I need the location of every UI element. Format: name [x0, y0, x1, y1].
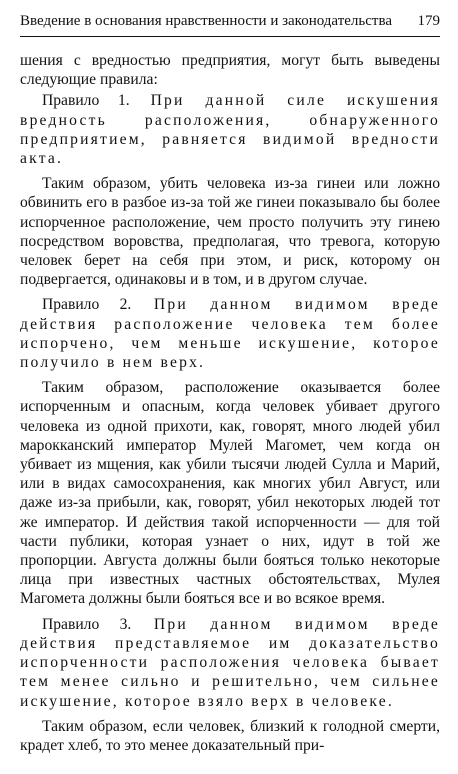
paragraph-example-1: Таким образом, убить человека из-за гинеи или ложно обвинить его в разбое из-за той же гинеи показывало бы более испорченное расположение, чем просто получить эту гинею посредством воровства, предполагая, что тревога, которую человек берет на себя при этом, и риск, которому он подвергается, одинаковы и в том, и в другом случае. — [20, 175, 440, 289]
rule-1-text: При данной силе искушения вредность расположения, обнаруженного предприятием, равняется видимой вредности акта. — [20, 92, 440, 168]
paragraph-example-2: Таким образом, расположение оказывается более испорченным и опасным, когда человек убивает другого человека из одной прихоти, как, говорят, много людей убил марокканский император Мулей Магомет, чем когда он убивает из мщения, как убили тысячи людей Сулла и Марий, или в видах самосохранения, как многих убил Август, или даже из-за прибыли, как, говорят, убил некоторых людей тот же император. И действия такой испорченности — для той части публики, которая узнает о них, идут в той же пропорции. Августа должны были бояться только некоторые лица при известных частных обстоятельствах, Мулея Магомета должны были бояться все и во всякое время. — [20, 379, 440, 608]
rule-1-label: Правило 1. — [42, 92, 130, 110]
running-head-title: Введение в основания нравственности и законодательства — [20, 13, 392, 29]
paragraph-example-3: Таким образом, если человек, близкий к голодной смерти, крадет хлеб, то это менее доказательный при- — [20, 717, 440, 754]
rule-2-text: При данном видимом вреде действия расположение человека тем более испорчено, чем меньше искушение, которое получило в нем верх. — [20, 296, 440, 372]
rule-2 — [20, 295, 440, 372]
rule-2-label: Правило 2. — [42, 296, 132, 314]
running-head — [20, 12, 440, 37]
body-text — [20, 51, 440, 755]
rule-1 — [20, 91, 440, 168]
rule-3-label: Правило 3. — [42, 615, 132, 633]
paragraph-continuation: шения с вредностью предприятия, могут быть выведены следующие правила: — [20, 52, 440, 89]
rule-3 — [20, 615, 440, 711]
rule-3-text: При данном видимом вреде действия представляемое им доказательство испорченности расположения человека бывает тем менее сильно и решительно, чем сильнее искушение, которое взяло верх в человеке. — [20, 615, 440, 710]
page-number: 179 — [417, 13, 440, 29]
